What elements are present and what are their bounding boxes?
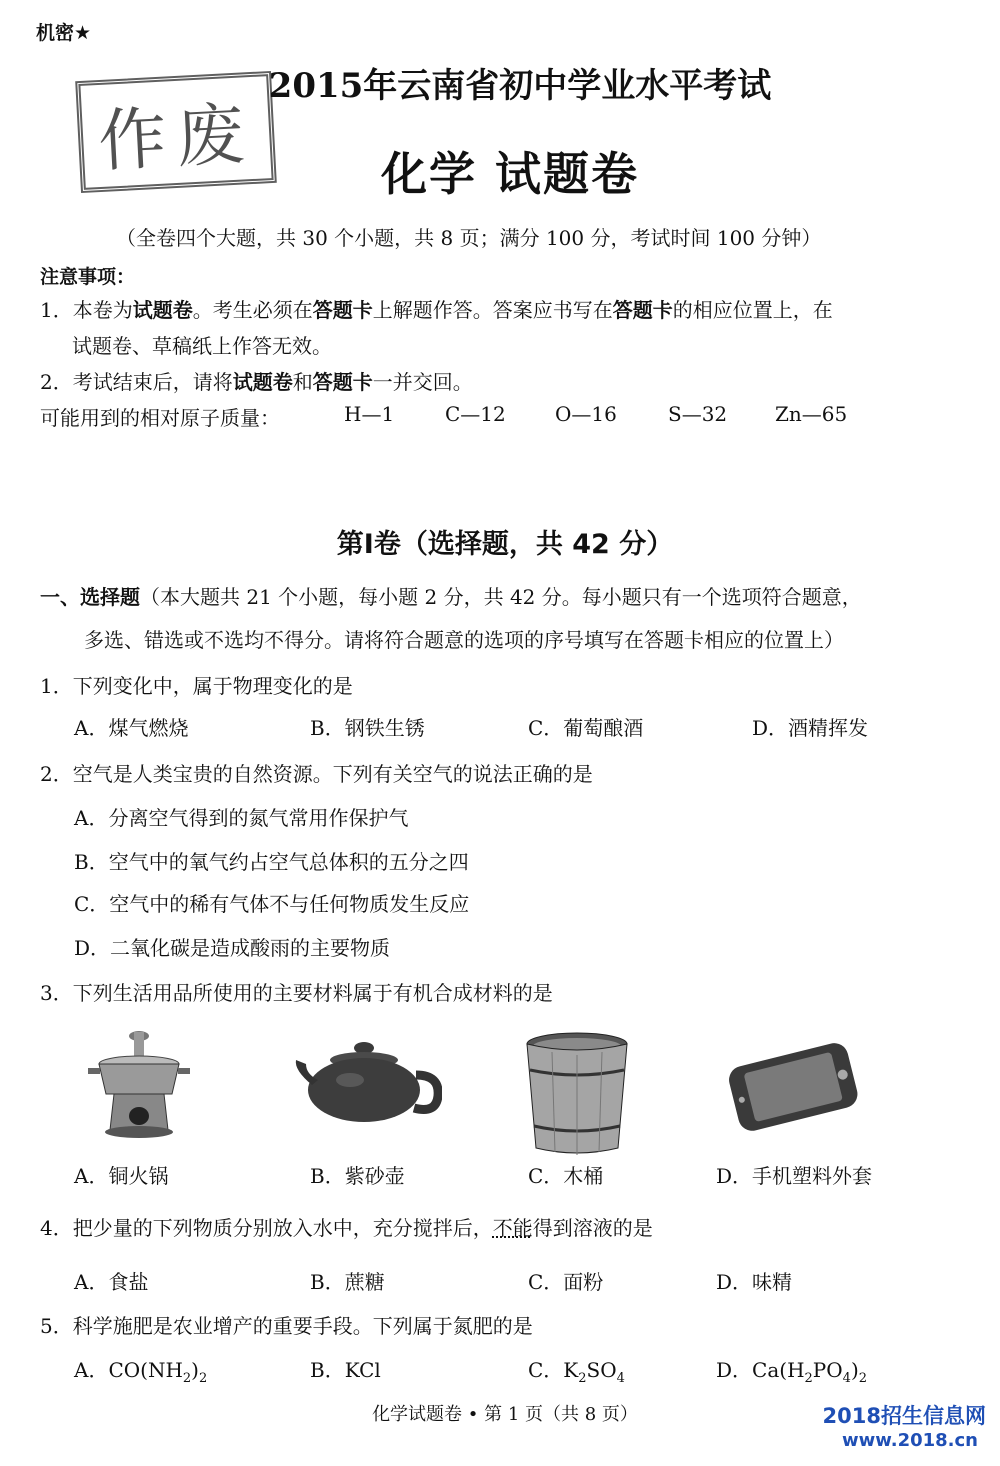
q3-option-c: C．木桶 — [528, 1164, 604, 1188]
confidential-mark: 机密★ — [36, 22, 92, 44]
question-2-stem: 2．空气是人类宝贵的自然资源。下列有关空气的说法正确的是 — [40, 762, 593, 786]
q5-option-b: B．KCl — [310, 1358, 381, 1382]
note-item-1: 1．本卷为试题卷。考生必须在答题卡上解题作答。答案应书写在答题卡的相应位置上，在 — [40, 298, 833, 322]
part-instructions-cont: 多选、错选或不选均不得分。请将符合题意的选项的序号填写在答题卡相应的位置上） — [84, 628, 844, 652]
q4-option-b: B．蔗糖 — [310, 1270, 385, 1294]
void-stamp: 作废 — [75, 71, 277, 193]
phone-case-image — [724, 1040, 862, 1132]
section-title: 第Ⅰ卷（选择题，共 42 分） — [336, 529, 674, 560]
q5-option-c: C．$K_2SO_4$ — [528, 1358, 625, 1386]
notes-heading: 注意事项： — [40, 266, 136, 288]
q3-option-a: A．铜火锅 — [74, 1164, 169, 1188]
q2-option-b: B．空气中的氧气约占空气总体积的五分之四 — [74, 850, 469, 874]
exam-title: 2015年云南省初中学业水平考试 — [268, 66, 772, 106]
question-1-stem: 1．下列变化中，属于物理变化的是 — [40, 674, 353, 698]
copper-hotpot-image — [84, 1022, 194, 1142]
page-footer: 化学试题卷 • 第 1 页（共 8 页） — [372, 1404, 638, 1425]
q1-option-a: A．煤气燃烧 — [74, 716, 189, 740]
q3-option-d: D．手机塑料外套 — [716, 1164, 873, 1188]
part-instructions: 一、选择题（本大题共 21 个小题，每小题 2 分，共 42 分。每小题只有一个选项符合题意， — [40, 585, 862, 609]
q1-option-d: D．酒精挥发 — [752, 716, 869, 740]
q1-option-c: C．葡萄酿酒 — [528, 716, 644, 740]
question-4-stem: 4．把少量的下列物质分别放入水中，充分搅拌后，不能得到溶液的是 — [40, 1216, 653, 1240]
exam-subtitle: 化学 试题卷 — [380, 147, 639, 201]
wooden-bucket-image — [522, 1030, 632, 1160]
question-5-stem: 5．科学施肥是农业增产的重要手段。下列属于氮肥的是 — [40, 1314, 533, 1338]
q3-option-b: B．紫砂壶 — [310, 1164, 405, 1188]
atomic-mass-zn: Zn—65 — [775, 402, 848, 426]
atomic-mass-o: O—16 — [555, 402, 617, 426]
q2-option-c: C．空气中的稀有气体不与任何物质发生反应 — [74, 892, 470, 916]
exam-info: （全卷四个大题，共 30 个小题，共 8 页；满分 100 分，考试时间 100 分钟） — [116, 226, 822, 250]
q4-option-d: D．味精 — [716, 1270, 793, 1294]
brand-name: 2018招生信息网 — [822, 1404, 986, 1428]
clay-teapot-image — [292, 1030, 442, 1130]
q4-option-a: A．食盐 — [74, 1270, 149, 1294]
atomic-mass-c: C—12 — [445, 402, 506, 426]
note-item-1-cont: 试题卷、草稿纸上作答无效。 — [72, 334, 332, 358]
question-3-stem: 3．下列生活用品所使用的主要材料属于有机合成材料的是 — [40, 981, 553, 1005]
q1-option-b: B．钢铁生锈 — [310, 716, 425, 740]
q5-option-d: D．$Ca(H_2PO_4)_2$ — [716, 1358, 868, 1386]
q2-option-a: A．分离空气得到的氮气常用作保护气 — [74, 806, 409, 830]
atomic-mass-s: S—32 — [668, 402, 728, 426]
q4-option-c: C．面粉 — [528, 1270, 604, 1294]
atomic-mass-label: 可能用到的相对原子质量： — [40, 406, 280, 430]
atomic-mass-h: H—1 — [344, 402, 395, 426]
q5-option-a: A．$CO(NH_2)_2$ — [74, 1358, 208, 1386]
brand-url[interactable]: www.2018.cn — [842, 1430, 978, 1451]
note-item-2: 2．考试结束后，请将试题卷和答题卡一并交回。 — [40, 370, 473, 394]
q2-option-d: D．二氧化碳是造成酸雨的主要物质 — [74, 936, 391, 960]
